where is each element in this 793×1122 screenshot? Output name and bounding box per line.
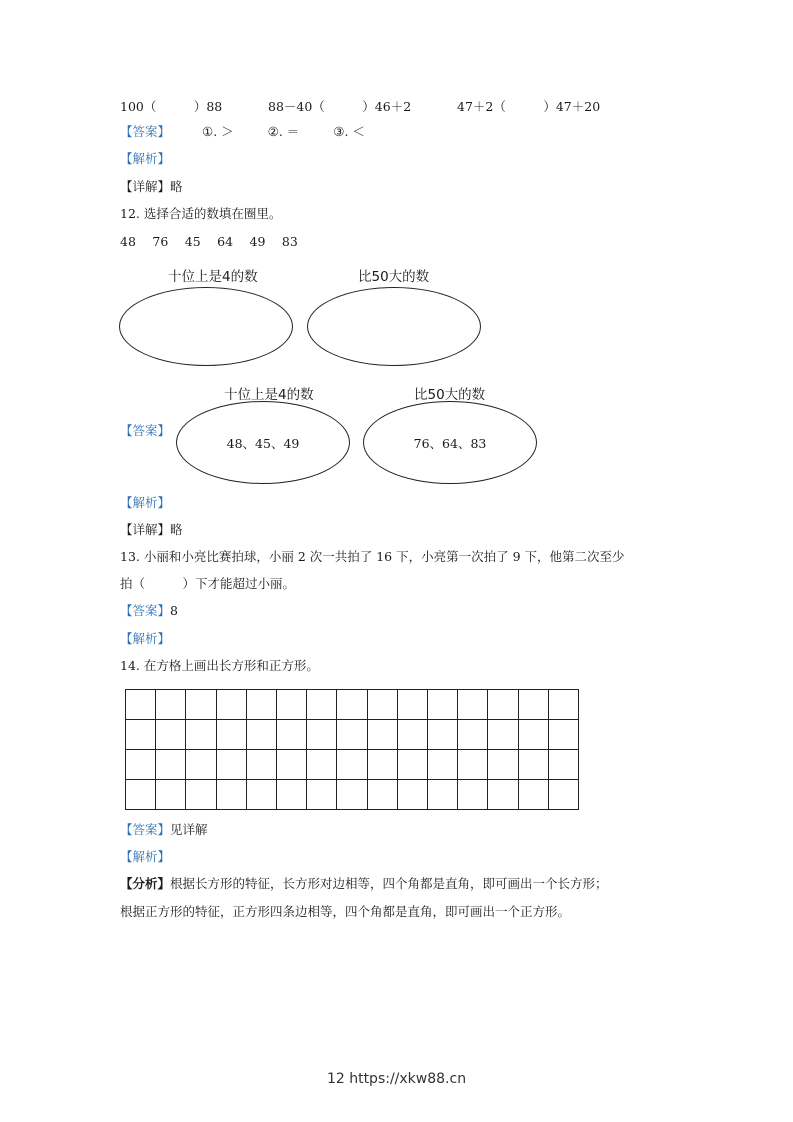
q11-expression-3: 47＋2（ ）47＋20 <box>457 99 601 114</box>
grid-cell <box>488 690 518 720</box>
answer-tag: 【答案】 <box>120 822 171 837</box>
grid-cell <box>458 780 488 810</box>
q12-left-circle-title: 十位上是4的数 <box>168 269 258 285</box>
grid-cell <box>368 690 398 720</box>
q11-expression-1: 100（ ）88 <box>120 99 223 114</box>
detail-tag: 【详解】 <box>120 522 171 537</box>
q14-answer-line <box>120 822 208 838</box>
grid-cell <box>428 750 458 780</box>
q11-answer-3: ③. ＜ <box>333 124 365 139</box>
q12-left-blank-circle <box>119 287 293 366</box>
grid-cell <box>217 750 247 780</box>
q12-question: 12. 选择合适的数填在圈里。 <box>120 206 282 221</box>
q12-answer-right-numbers: 76、64、83 <box>413 435 487 451</box>
grid-cell <box>277 780 307 810</box>
grid-cell <box>398 750 428 780</box>
grid-cell <box>368 720 398 750</box>
answer-tag: 【答案】 <box>120 603 171 618</box>
grid-cell <box>337 720 367 750</box>
grid-cell <box>337 750 367 780</box>
q14-fenxi-line-2: 根据正方形的特征，正方形四条边相等，四个角都是直角，即可画出一个正方形。 <box>120 904 571 919</box>
grid-cell <box>307 690 337 720</box>
detail-text: 略 <box>170 522 183 537</box>
grid-cell <box>217 780 247 810</box>
grid-cell <box>458 750 488 780</box>
grid-cell <box>156 720 186 750</box>
q12-answer-tag: 【答案】 <box>120 423 171 438</box>
q11-expression-2: 88－40（ ）46＋2 <box>268 99 412 114</box>
grid-cell <box>277 720 307 750</box>
q14-square-grid <box>125 689 579 810</box>
grid-cell <box>186 750 216 780</box>
answer-tag: 【答案】 <box>120 124 171 139</box>
grid-cell <box>368 750 398 780</box>
q13-answer: 8 <box>170 603 178 618</box>
q12-number-list: 48 76 45 64 49 83 <box>120 234 298 249</box>
page-footer: 12 https://xkw88.cn <box>326 1071 467 1087</box>
q14-question: 14. 在方格上画出长方形和正方形。 <box>120 658 319 673</box>
grid-cell <box>519 720 549 750</box>
grid-cell <box>156 750 186 780</box>
grid-cell <box>186 780 216 810</box>
q12-right-blank-circle <box>307 287 481 366</box>
grid-cell <box>488 780 518 810</box>
q11-detail-line <box>120 179 183 195</box>
detail-text: 略 <box>170 179 183 194</box>
q12-answer-left-numbers: 48、45、49 <box>226 435 300 451</box>
q14-answer: 见详解 <box>170 822 208 837</box>
grid-cell <box>247 690 277 720</box>
q12-answer-left-title: 十位上是4的数 <box>224 387 314 403</box>
grid-cell <box>428 720 458 750</box>
grid-cell <box>337 690 367 720</box>
grid-cell <box>398 780 428 810</box>
grid-cell <box>156 780 186 810</box>
grid-cell <box>368 780 398 810</box>
grid-cell <box>519 750 549 780</box>
grid-cell <box>458 720 488 750</box>
fenxi-text-1: 根据长方形的特征，长方形对边相等，四个角都是直角，即可画出一个长方形； <box>170 876 608 891</box>
q12-analysis-tag: 【解析】 <box>120 495 171 510</box>
q14-fenxi-line-1 <box>120 876 608 892</box>
grid-cell <box>186 690 216 720</box>
grid-cell <box>519 780 549 810</box>
grid-cell <box>156 690 186 720</box>
grid-cell <box>458 690 488 720</box>
grid-cell <box>428 690 458 720</box>
grid-cell <box>217 720 247 750</box>
grid-cell <box>307 720 337 750</box>
grid-cell <box>126 750 156 780</box>
grid-cell <box>398 720 428 750</box>
grid-cell <box>519 690 549 720</box>
grid-cell <box>307 750 337 780</box>
q12-detail-line <box>120 522 183 538</box>
q11-answer-2: ②. ＝ <box>267 124 300 139</box>
grid-cell <box>126 720 156 750</box>
q14-analysis-tag: 【解析】 <box>120 849 171 864</box>
grid-cell <box>277 750 307 780</box>
grid-cell <box>277 690 307 720</box>
q12-answer-left-circle <box>176 401 350 484</box>
q11-answer-line <box>120 124 365 140</box>
grid-cell <box>398 690 428 720</box>
q13-question-line-2: 拍（ ）下才能超过小丽。 <box>120 576 296 591</box>
grid-cell <box>488 750 518 780</box>
fenxi-tag: 【分析】 <box>120 876 171 891</box>
grid-cell <box>549 720 579 750</box>
grid-cell <box>428 780 458 810</box>
grid-cell <box>337 780 367 810</box>
q12-answer-right-circle <box>363 401 537 484</box>
detail-tag: 【详解】 <box>120 179 171 194</box>
q11-analysis-tag: 【解析】 <box>120 151 171 166</box>
grid-cell <box>186 720 216 750</box>
q12-right-circle-title: 比50大的数 <box>358 269 430 285</box>
grid-cell <box>247 750 277 780</box>
q13-answer-line <box>120 603 178 619</box>
grid-cell <box>549 780 579 810</box>
grid-cell <box>126 780 156 810</box>
q11-answer-1: ①. ＞ <box>202 124 234 139</box>
grid-cell <box>488 720 518 750</box>
q13-question-line-1: 13. 小丽和小亮比赛拍球，小丽 2 次一共拍了 16 下，小亮第一次拍了 9 下，他第二次至少 <box>120 549 625 564</box>
q12-answer-right-title: 比50大的数 <box>414 387 486 403</box>
grid-cell <box>126 690 156 720</box>
grid-cell <box>549 750 579 780</box>
grid-cell <box>217 690 247 720</box>
q13-analysis-tag: 【解析】 <box>120 631 171 646</box>
grid-cell <box>549 690 579 720</box>
grid-cell <box>247 780 277 810</box>
grid-cell <box>307 780 337 810</box>
grid-cell <box>247 720 277 750</box>
